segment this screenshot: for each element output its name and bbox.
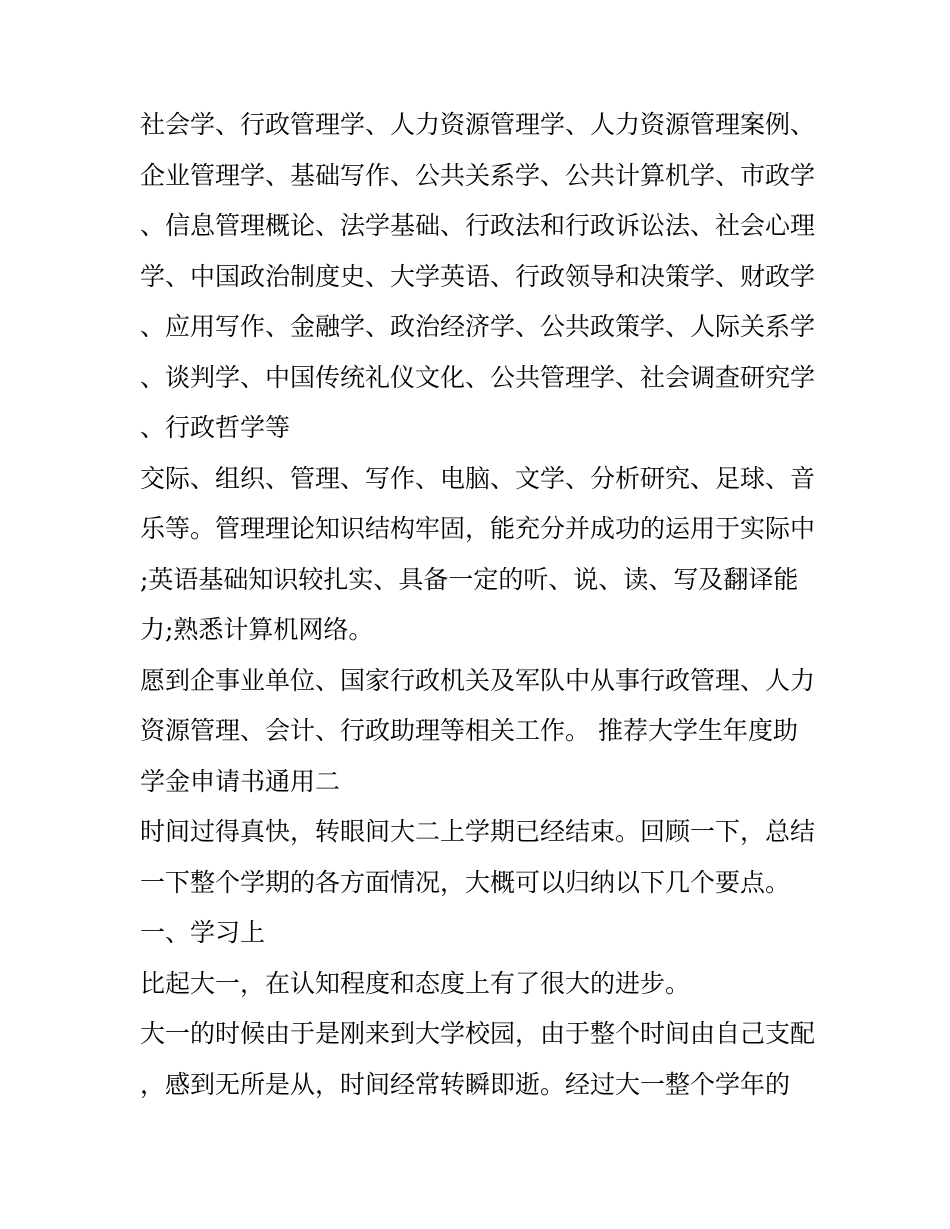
paragraph-freshman-year: 大一的时候由于是刚来到大学校园，由于整个时间由自己支配，感到无所是从，时间经常转瞬即逝。经过大一整个学年的 [140, 1019, 816, 1099]
paragraph-semester-summary: 时间过得真快，转眼间大二上学期已经结束。回顾一下，总结一下整个学期的各方面情况，大概可以归纳以下几个要点。 [140, 817, 816, 897]
paragraph-progress: 比起大一，在认知程度和态度上有了很大的进步。 [140, 968, 691, 998]
paragraph-skills: 交际、组织、管理、写作、电脑、文学、分析研究、足球、音乐等。管理理论知识结构牢固，能充分并成功的运用于实际中;英语基础知识较扎实、具备一定的听、说、读、写及翻译能力;熟悉计算机网络。 [140, 463, 816, 644]
paragraph-courses: 社会学、行政管理学、人力资源管理学、人力资源管理案例、企业管理学、基础写作、公共关系学、公共计算机学、市政学、信息管理概论、法学基础、行政法和行政诉讼法、社会心理学、中国政治制度史、大学英语、行政领导和决策学、财政学、应用写作、金融学、政治经济学、公共政策学、人际关系学、谈判学、中国传统礼仪文化、公共管理学、社会调查研究学、行政哲学等 [140, 110, 816, 442]
paragraph-career-goal: 愿到企事业单位、国家行政机关及军队中从事行政管理、人力资源管理、会计、行政助理等相关工作。 推荐大学生年度助学金申请书通用二 [140, 665, 816, 796]
document-page [140, 100, 815, 1110]
section-heading-study: 一、学习上 [140, 918, 266, 947]
